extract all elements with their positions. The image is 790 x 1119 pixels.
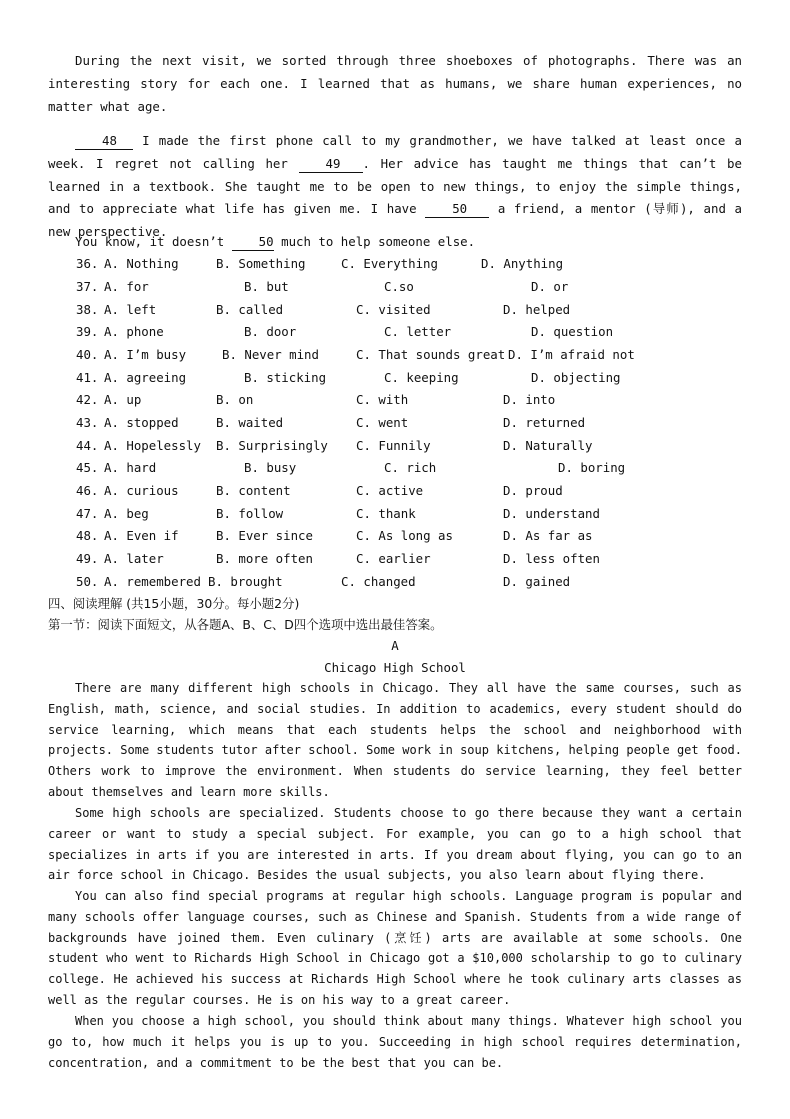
question-number: 49. xyxy=(76,551,99,566)
option-d: D. objecting xyxy=(531,370,621,385)
option-d: D. or xyxy=(531,279,569,294)
option-b: B. called xyxy=(216,302,284,317)
option-d: D. As far as xyxy=(503,528,593,543)
passage-text: I made the first phone call to my grandmother, we have talked at least once a week. I regret not calling her xyxy=(48,133,742,171)
option-b: B. brought xyxy=(208,574,283,589)
option-a: A. Nothing xyxy=(104,256,179,271)
option-a: A. phone xyxy=(104,324,164,339)
option-b: B. sticking xyxy=(244,370,327,385)
option-a: A. hard xyxy=(104,460,157,475)
article-paragraph: There are many different high schools in Chicago. They all have the same courses, such as English, math, science, and social studies. In addition to academics, every student should do service learning, which means that each students helps the school and neighborhood with projects. Some students tutor after school. Some work in soup kitchens, helping people get food. Others work to improve the environment. When students do service learning, they feel better about themselves and learn more skills. xyxy=(48,681,742,799)
option-c: C. visited xyxy=(356,302,431,317)
section-instruction: 第一节：阅读下面短文，从各题A、B、C、D四个选项中选出最佳答案。 xyxy=(48,617,443,632)
option-a: A. I’m busy xyxy=(104,347,187,362)
option-b: B. on xyxy=(216,392,254,407)
option-c: C. with xyxy=(356,392,409,407)
option-d: D. Anything xyxy=(481,256,564,271)
option-d: D. less often xyxy=(503,551,600,566)
option-c: C. rich xyxy=(384,460,437,475)
option-b: B. waited xyxy=(216,415,284,430)
option-a: A. curious xyxy=(104,483,179,498)
blank-49: 49 xyxy=(299,155,363,173)
option-d: D. boring xyxy=(558,460,626,475)
question-number: 36. xyxy=(76,256,99,271)
option-b: B. more often xyxy=(216,551,313,566)
option-c: C. earlier xyxy=(356,551,431,566)
question-number: 47. xyxy=(76,506,99,521)
question-number: 50. xyxy=(76,574,99,589)
option-a: A. later xyxy=(104,551,164,566)
option-b: B. Ever since xyxy=(216,528,313,543)
passage-paragraph-2 xyxy=(48,130,742,244)
question-number: 40. xyxy=(76,347,99,362)
option-d: D. returned xyxy=(503,415,586,430)
option-c: C. changed xyxy=(341,574,416,589)
question-number: 43. xyxy=(76,415,99,430)
option-c: C. That sounds great xyxy=(356,347,506,362)
question-number: 37. xyxy=(76,279,99,294)
option-d: D. I’m afraid not xyxy=(508,347,635,362)
question-number: 41. xyxy=(76,370,99,385)
option-b: B. but xyxy=(244,279,289,294)
option-b: B. Surprisingly xyxy=(216,438,328,453)
option-c: C. Everything xyxy=(341,256,438,271)
passage-text: much to help someone else. xyxy=(273,234,476,249)
article-title: Chicago High School xyxy=(324,660,466,675)
option-b: B. door xyxy=(244,324,297,339)
option-c: C. As long as xyxy=(356,528,453,543)
option-d: D. into xyxy=(503,392,556,407)
option-c: C.so xyxy=(384,279,414,294)
option-c: C. thank xyxy=(356,506,416,521)
option-a: A. up xyxy=(104,392,142,407)
option-b: B. content xyxy=(216,483,291,498)
option-a: A. left xyxy=(104,302,157,317)
blank-48: 48 xyxy=(75,132,133,150)
question-number: 45. xyxy=(76,460,99,475)
option-d: D. proud xyxy=(503,483,563,498)
option-c: C. went xyxy=(356,415,409,430)
option-a: A. for xyxy=(104,279,149,294)
article-label: A xyxy=(391,638,399,653)
section-heading: 四、阅读理解 (共15小题，30分。每小题2分) xyxy=(48,596,300,611)
passage-paragraph-3 xyxy=(48,231,742,254)
passage-text: . Her advice has taught me things that can’t be learned in a textbook. She taught me to be open to new things, to enjoy the simple things, and to appreciate what life has given me. I have xyxy=(48,155,742,217)
question-number: 46. xyxy=(76,483,99,498)
option-a: A. Even if xyxy=(104,528,179,543)
article-paragraph: When you choose a high school, you should think about many things. Whatever high school you go to, how much it helps you is up to you. Succeeding in high school requires determination, concentration, and a commitment to be the best that you can be. xyxy=(48,1014,742,1070)
option-c: C. Funnily xyxy=(356,438,431,453)
option-b: B. follow xyxy=(216,506,284,521)
question-number: 38. xyxy=(76,302,99,317)
option-a: A. agreeing xyxy=(104,370,187,385)
blank-50-repeat: 50 xyxy=(232,233,274,251)
option-c: C. letter xyxy=(384,324,452,339)
article-paragraph: Some high schools are specialized. Students choose to go there because they want a certain career or want to study a special subject. For example, you can go to a high school that specializes in arts if you are interested in arts. If you dream about flying, you can go to an air force school in Chicago. Besides the usual subjects, you also learn about flying there. xyxy=(48,806,742,883)
option-b: B. Something xyxy=(216,256,306,271)
option-a: A. stopped xyxy=(104,415,179,430)
option-a: A. remembered xyxy=(104,574,201,589)
option-c: C. active xyxy=(356,483,424,498)
option-d: D. helped xyxy=(503,302,571,317)
passage-paragraph-1: During the next visit, we sorted through three shoeboxes of photographs. There was an interesting story for each one. I learned that as humans, we share human experiences, no matter what age. xyxy=(48,53,742,114)
option-d: D. Naturally xyxy=(503,438,593,453)
article-paragraph: You can also find special programs at regular high schools. Language program is popular and many schools offer language courses, such as Chinese and Spanish. Students from a wide range of backgrounds have joined them. Even culinary (烹饪) arts are available at some schools. One student who went to Richards High School in Chicago got a $10,000 scholarship to go to culinary college. He achieved his success at Richards High School where he took culinary arts classes as well as the regular courses. He is on his way to a great career. xyxy=(48,889,742,1007)
question-number: 44. xyxy=(76,438,99,453)
question-number: 42. xyxy=(76,392,99,407)
option-a: A. Hopelessly xyxy=(104,438,201,453)
question-number: 48. xyxy=(76,528,99,543)
option-a: A. beg xyxy=(104,506,149,521)
question-number: 39. xyxy=(76,324,99,339)
option-d: D. understand xyxy=(503,506,600,521)
option-c: C. keeping xyxy=(384,370,459,385)
option-d: D. gained xyxy=(503,574,571,589)
passage-text: You know, it doesn’t xyxy=(75,234,232,249)
option-b: B. Never mind xyxy=(222,347,319,362)
option-b: B. busy xyxy=(244,460,297,475)
passage-text: a friend, a mentor (导师), and a new perspective. xyxy=(48,201,742,240)
blank-50: 50 xyxy=(425,200,489,218)
option-d: D. question xyxy=(531,324,614,339)
